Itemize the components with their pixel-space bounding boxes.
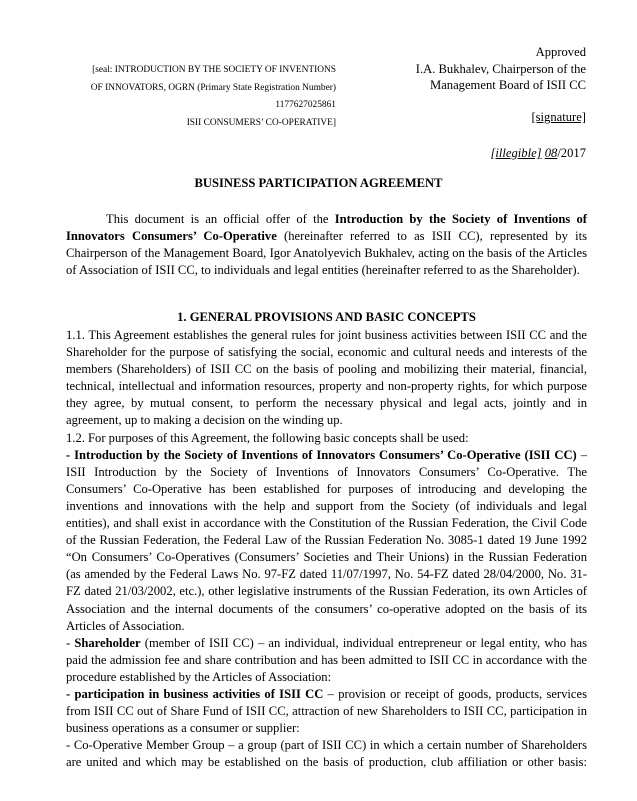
intro-paragraph (66, 211, 587, 279)
definition-member-group: - Co-Operative Member Group – a group (part of ISII CC) in which a certain number of Shareholders are united and which may be established on the basis of production, club affiliation or other basis: (66, 738, 587, 770)
definition-text: (member of ISII CC) – an individual, individual entrepreneur or legal entity, who has paid the admission fee and share contribution and has been admitted to ISII CC in accordance with the procedure established by the Articles of Association: (66, 635, 587, 684)
seal-line-2: OF INNOVATORS, OGRN (Primary State Registration Number) (90, 82, 336, 93)
section-body (66, 327, 587, 771)
definition-term: - participation in business activities of ISII CC (66, 686, 324, 701)
intro-org-name: Introduction by the Society of Inventions of Innovators Consumers’ Co-Operative (66, 212, 587, 244)
date-illegible: [illegible] (490, 146, 542, 160)
clause-1-1: 1.1. This Agreement establishes the general rules for joint business activities between ISII CC and the Shareholder for the purpose of satisfying the social, economic and cultural needs and interests of the members (Shareholders) of ISII CC on the basis of pooling and mobilizing their material, financial, technical, intellectual and information resources, property and non-property rights, for which purpose they agree, by mutual consent, to perform the necessary physical and legal acts, jointly and in agreement, up to making a decision on the winding up. (66, 328, 587, 428)
definition-isii-cc (66, 447, 587, 635)
seal-line-1: [seal: INTRODUCTION BY THE SOCIETY OF INVENTIONS (92, 65, 336, 75)
definition-text: – provision or receipt of goods, products, services from ISII CC out of Share Fund of ISII CC, attraction of new Shareholders to ISII CC, participation in business operations as a consumer or supplier: (66, 686, 588, 736)
intro-text-2: (hereinafter referred to as ISII CC), represented by its Chairperson of the Management Board, Igor Anatolyevich Bukhalev, acting on the basis of the Articles of Association of ISII CC, to individuals and legal entities (hereinafter referred to as the Shareholder). (66, 229, 587, 278)
clause-1-2: 1.2. For purposes of this Agreement, the following basic concepts shall be used: (66, 430, 469, 445)
definition-shareholder (66, 635, 587, 686)
definition-participation (66, 686, 587, 737)
document-title: BUSINESS PARTICIPATION AGREEMENT (194, 176, 443, 190)
intro-text-1: This document is an official offer of the (106, 212, 335, 226)
signature-placeholder: [signature] (531, 110, 586, 124)
definition-text: – ISII Introduction by the Society of Inventions of Innovators Consumers’ Co-Operative. The Consumers’ Co-Operative has been established for purposes of introducing and developing the inventions and innovations with the help and support from the Society (of individuals and legal entities), and shall exist in accordance with the Constitution of the Russian Federation, the Civil Code of the Russian Federation, the Federal Law of the Russian Federation No. 3085-1 dated 19 June 1992 “On Consumers’ Co-Operatives (Consumers’ Societies and Their Unions) in the Russian Federation (as amended by the Federal Laws No. 97-FZ dated 11/07/1997, No. 54-FZ dated 28/04/2000, No. 31-FZ dated 21/03/2002, etc.), other legislative instruments of the Russian Federation, its own Articles of Association and the internal documents of the consumers’ co-operative adopted on the basis of its Articles of Association. (66, 447, 587, 633)
approval-block (416, 44, 586, 94)
date-month: 08 (544, 146, 558, 160)
approval-line-1: Approved (535, 45, 586, 59)
section-heading: 1. GENERAL PROVISIONS AND BASIC CONCEPTS (177, 310, 476, 324)
definition-term: Shareholder (74, 635, 141, 650)
approval-line-2: I.A. Bukhalev, Chairperson of the (415, 61, 586, 76)
seal-line-3: 1177627025861 (275, 100, 336, 111)
definition-term: - Introduction by the Society of Inventions of Innovators Consumers’ Co-Operative (ISII CC) (66, 447, 577, 462)
seal-block (40, 62, 336, 132)
date-year: /2017 (557, 146, 586, 160)
seal-line-4: ISII CONSUMERS’ CO-OPERATIVE] (186, 117, 336, 128)
definition-dash: - (66, 635, 75, 650)
approval-date (490, 146, 586, 161)
approval-line-3: Management Board of ISII CC (430, 78, 586, 93)
